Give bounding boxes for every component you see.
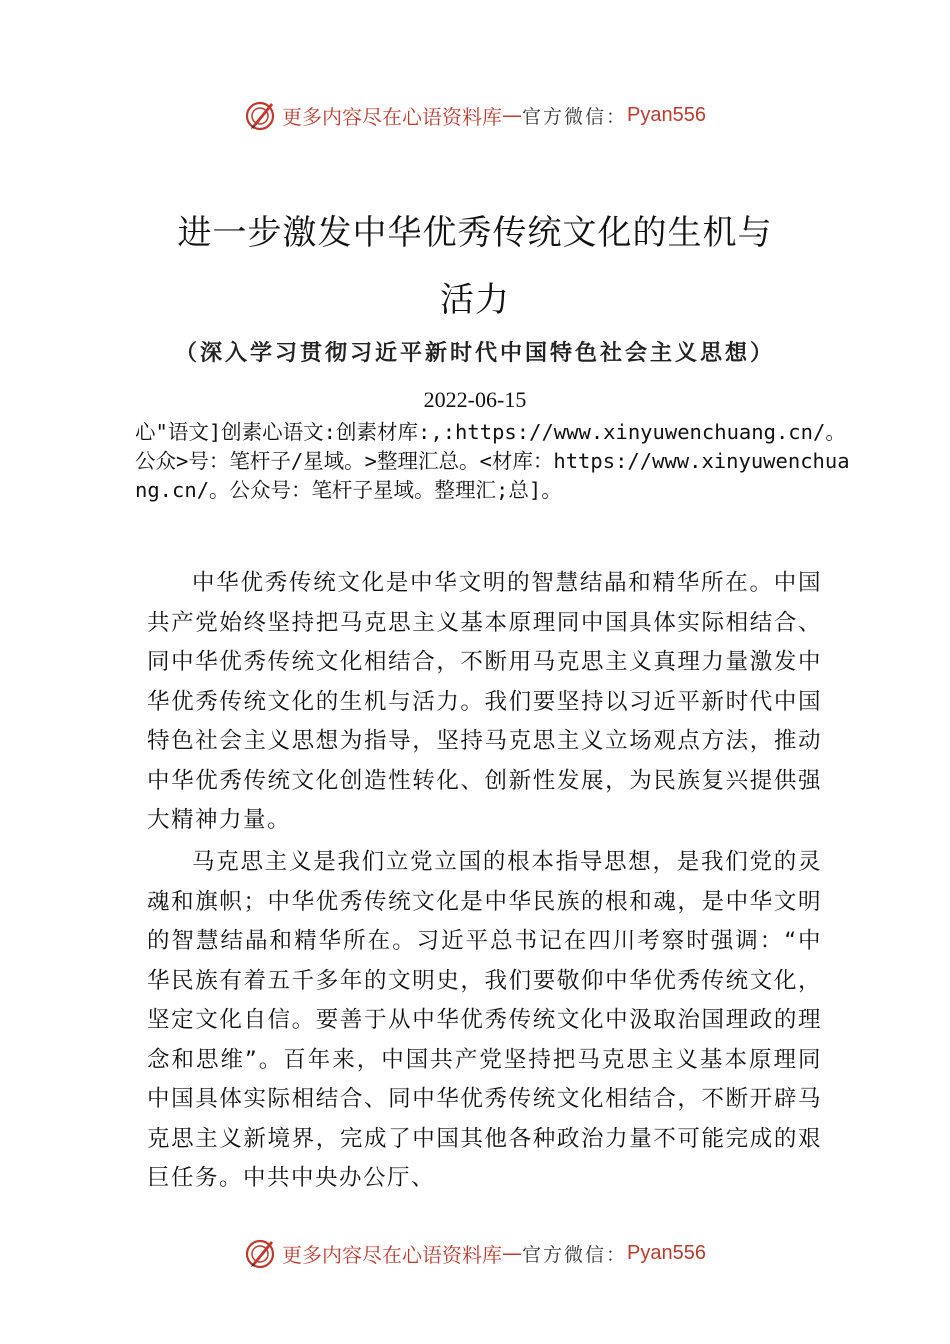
banner-dash: — — [502, 103, 522, 127]
header-banner — [0, 95, 950, 135]
body-paragraph: 中华优秀传统文化是中华文明的智慧结晶和精华所在。中国共产党始终坚持把马克思主义基本原理同中国具体实际相结合、同中华优秀传统文化相结合，不断用马克思主义真理力量激发中华优秀传统文化的生机与活力。我们要坚持以习近平新时代中国特色社会主义思想为指导，坚持马克思主义立场观点方法，推动中华优秀传统文化创造性转化、创新性发展，为民族复兴提供强大精神力量。 — [147, 570, 822, 833]
banner-site-text: 更多内容尽在心语资料库 — [282, 104, 502, 129]
body-paragraph: 马克思主义是我们立党立国的根本指导思想，是我们党的灵魂和旗帜；中华优秀传统文化是中华民族的根和魂，是中华文明的智慧结晶和精华所在。习近平总书记在四川考察时强调：“中华民族有着五千多年的文明史，我们要敬仰中华优秀传统文化，坚定文化自信。要善于从中华优秀传统文化中汲取治国理政的理念和思维”。百年来，中国共产党坚持把马克思主义基本原理同中国具体实际相结合、同中华优秀传统文化相结合，不断开辟马克思主义新境界，完成了中国其他各种政治力量不可能完成的艰巨任务。中共中央办公厅、 — [147, 849, 822, 1191]
pen-logo-icon — [244, 99, 276, 131]
source-note: 心"语文]创素心语文:创素材库:,:https://www.xinyuwenchuang.cn/。公众>号：笔杆子/星域。>整理汇总。<材库：https://www.xinyuwenchuang.cn/。公众号：笔杆子星域。整理汇;总]。 — [135, 420, 850, 502]
footer-banner — [0, 1233, 950, 1273]
banner-site-text: 更多内容尽在心语资料库 — [282, 1242, 502, 1267]
banner-wechat-id: Pyan556 — [627, 103, 706, 126]
banner-wechat-id: Pyan556 — [627, 1241, 706, 1264]
banner-official-label: 官方微信： — [522, 1243, 628, 1266]
page-title-line2: 活力 — [440, 280, 510, 320]
banner-dash: — — [502, 1241, 522, 1265]
publish-date: 2022-06-15 — [423, 387, 527, 412]
page-title-line1: 进一步激发中华优秀传统文化的生机与 — [177, 213, 773, 253]
banner-official-label: 官方微信： — [522, 105, 628, 128]
page-subtitle: （深入学习贯彻习近平新时代中国特色社会主义思想） — [174, 340, 775, 366]
pen-logo-icon — [244, 1237, 276, 1269]
